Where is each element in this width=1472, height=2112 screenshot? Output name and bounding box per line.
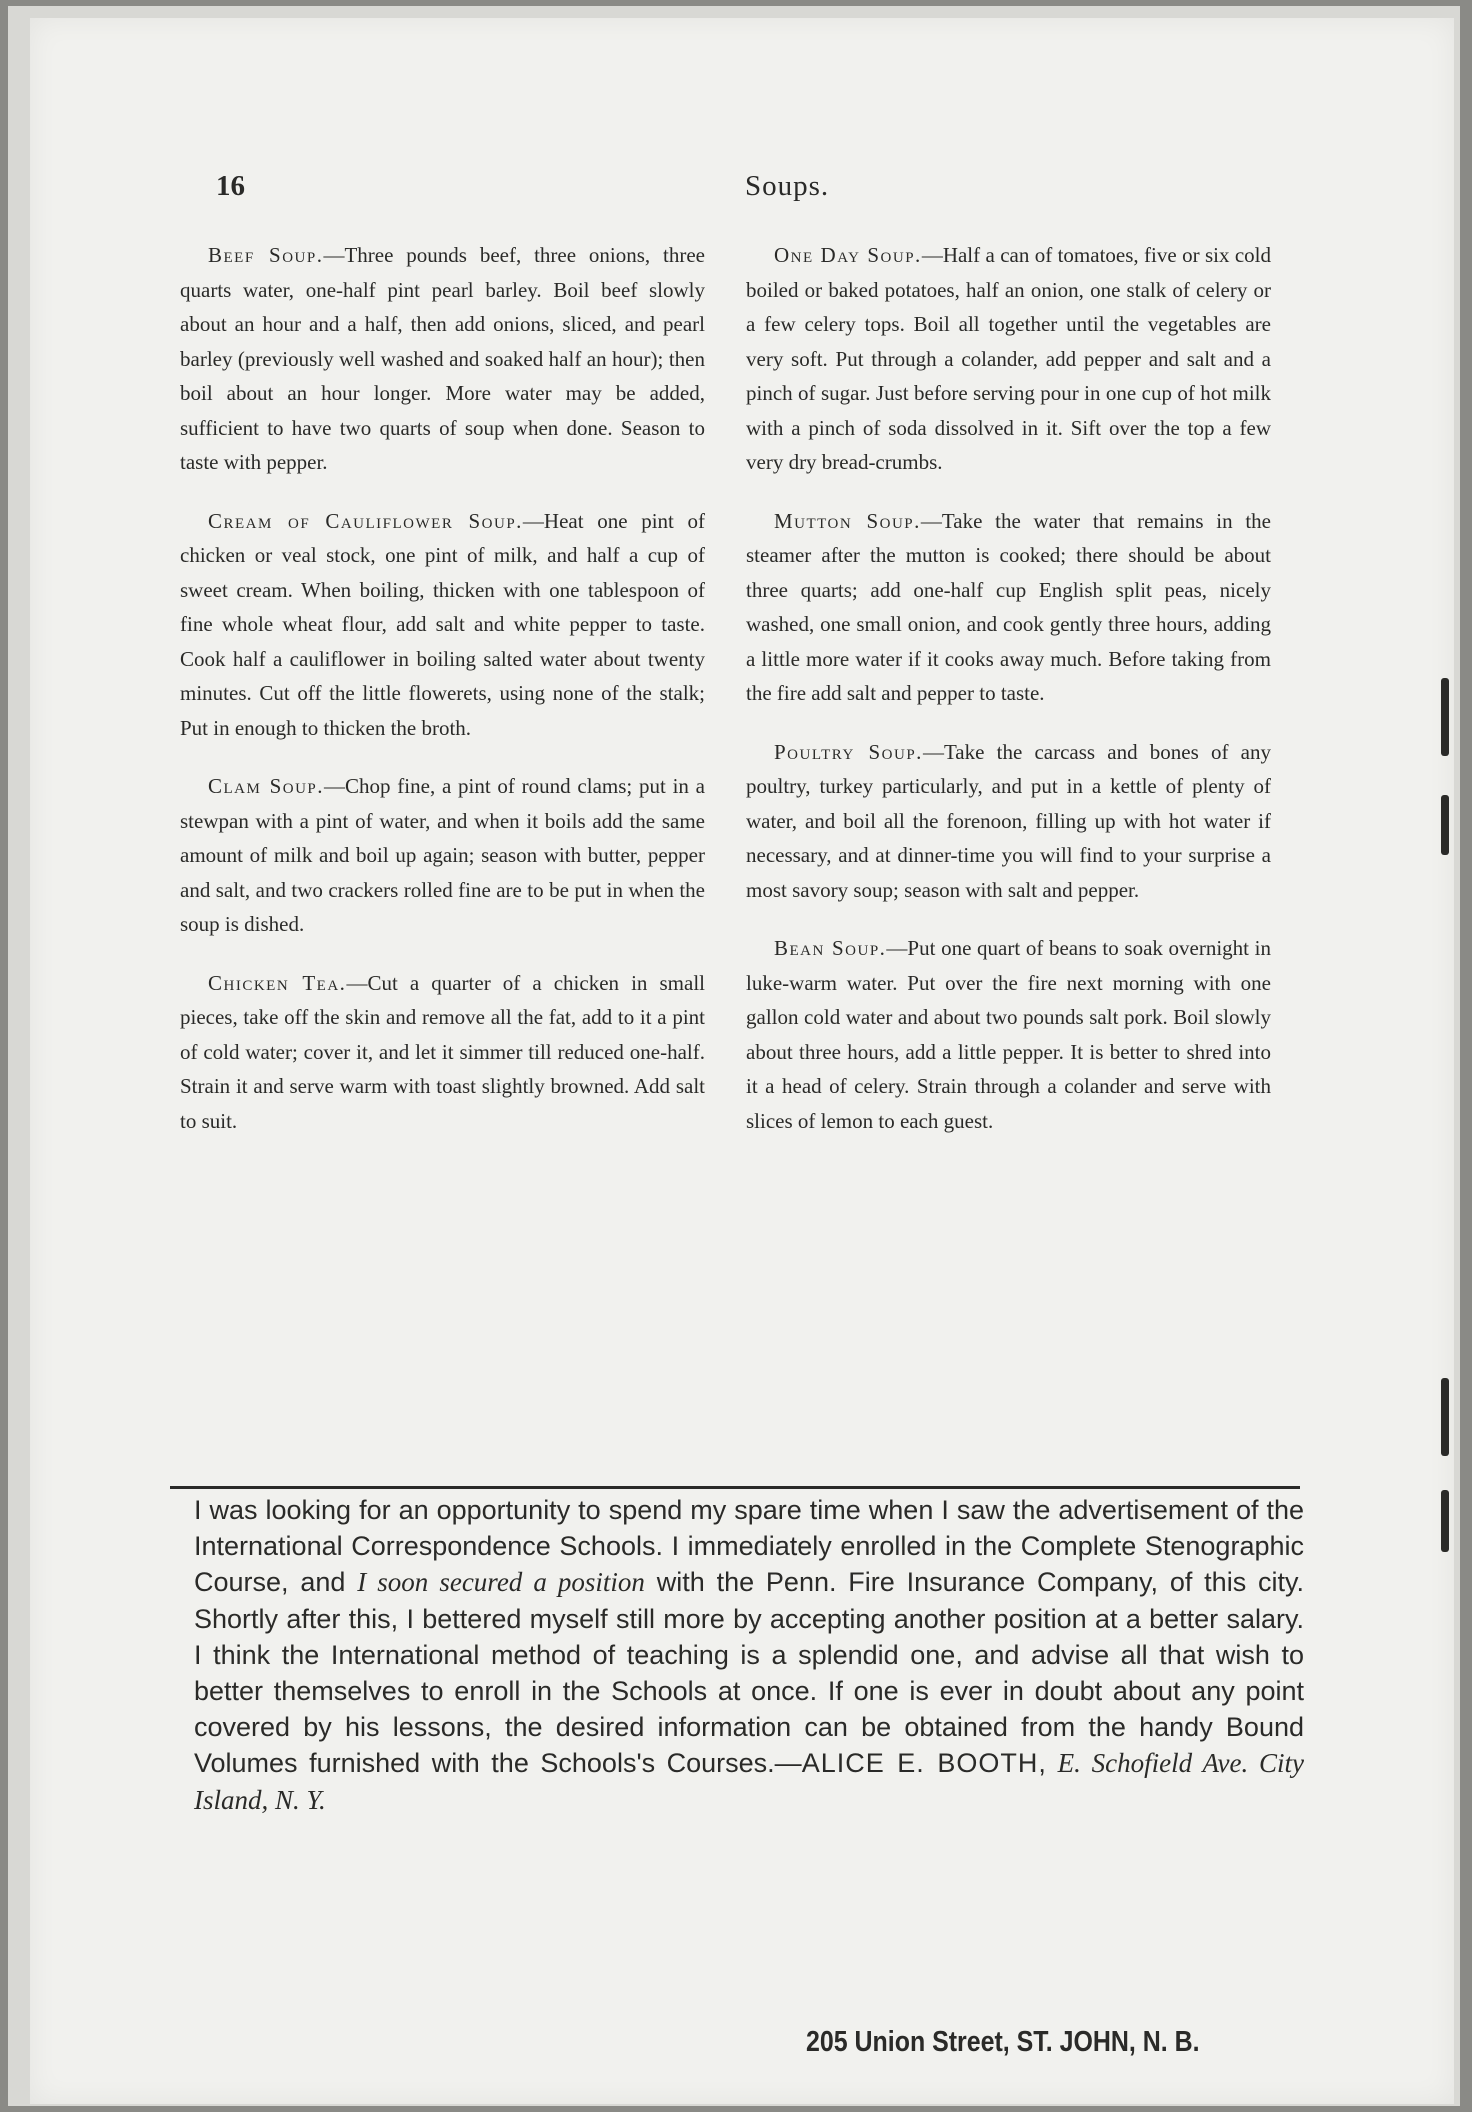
recipe-text: —Cut a quarter of a chicken in small pieces, take off the skin and remove all the fat, add to it a pint of cold water; cover it, and let it simmer till reduced one-half. Strain it and serve warm with toast slightly browned. Add salt to suit. xyxy=(180,970,705,1133)
running-head: Soups. xyxy=(745,170,830,202)
recipe-one-day-soup xyxy=(746,238,1271,480)
recipe-mutton-soup xyxy=(746,504,1271,711)
recipe-clam-soup xyxy=(180,769,705,942)
page-edge-mark xyxy=(1441,678,1449,756)
testimonial-text: I was looking for an opportunity to spend my spare time when I saw the advertisement of the International Correspondence Schools. I immediately enrolled in the Complete Stenographic Course, and xyxy=(194,1495,1304,1598)
recipe-title: Beef Soup. xyxy=(208,243,324,267)
recipe-title: One Day Soup. xyxy=(774,243,922,267)
recipe-beef-soup xyxy=(180,238,705,480)
testimonial-signature: ALICE E. BOOTH, xyxy=(801,1748,1047,1779)
recipe-title: Clam Soup. xyxy=(208,774,325,798)
recipe-title: Mutton Soup. xyxy=(774,508,921,533)
page-number: 16 xyxy=(216,170,245,202)
recipe-bean-soup xyxy=(746,931,1271,1138)
testimonial-emphasis: I soon secured a position xyxy=(357,1567,645,1598)
testimonial-signature-address: E. Schofield Ave. City Island, N. Y. xyxy=(194,1748,1304,1815)
recipe-poultry-soup xyxy=(746,735,1271,908)
page-edge-mark xyxy=(1441,795,1449,855)
recipe-text: —Chop fine, a pint of round clams; put in a stewpan with a pint of water, and when it boils add the same amount of milk and boil up again; season with butter, pepper and salt, and two crackers rolled fine are to be put in when the soup is dished. xyxy=(180,774,705,936)
page-edge-mark xyxy=(1441,1378,1449,1456)
right-column xyxy=(746,238,1271,1162)
testimonial-advertisement xyxy=(194,1492,1304,1818)
recipe-title: Poultry Soup. xyxy=(774,739,923,764)
left-column xyxy=(180,238,705,1162)
recipe-text: —Put one quart of beans to soak overnight in luke-warm water. Put over the fire next morning with one gallon cold water and about two pounds salt pork. Boil slowly about three hours, add a little pepper. It is better to shred into it a head of celery. Strain through a colander and serve with slices of lemon to each guest. xyxy=(746,936,1271,1133)
recipe-text: —Three pounds beef, three onions, three quarts water, one-half pint pearl barley. Boil beef slowly about an hour and a half, then add onions, sliced, and pearl barley (previously well washed and soaked half an hour); then boil about an hour longer. More water may be added, sufficient to have two quarts of soup when done. Season to taste with pepper. xyxy=(180,243,705,474)
recipe-chicken-tea xyxy=(180,966,705,1139)
recipe-text: —Take the carcass and bones of any poultry, turkey particularly, and put in a kettle of plenty of water, and boil all the forenoon, filling up with hot water if necessary, and at dinner-time you will find to your surprise a most savory soup; season with salt and pepper. xyxy=(746,739,1271,902)
recipe-title: Cream of Cauliflower Soup. xyxy=(208,508,523,533)
footer-address: 205 Union Street, ST. JOHN, N. B. xyxy=(806,2026,1200,2058)
divider-rule xyxy=(170,1486,1300,1489)
testimonial-text-continued: with the Penn. Fire Insurance Company, of this city. Shortly after this, I bettered myself still more by accepting another position at a better salary. I think the International method of teaching is a splendid one, and advise all that wish to better themselves to enroll in the Schools at once. If one is ever in doubt about any point covered by his lessons, the desired information can be obtained from the handy Bound Volumes furnished with the Schools's Courses.— xyxy=(194,1567,1304,1779)
recipe-text: —Half a can of tomatoes, five or six cold boiled or baked potatoes, half an onion, one stalk of celery or a few celery tops. Boil all together until the vegetables are very soft. Put through a colander, add pepper and salt and a pinch of sugar. Just before serving pour in one cup of hot milk with a pinch of soda dissolved in it. Sift over the top a few very dry bread-crumbs. xyxy=(746,243,1271,474)
page-edge-mark xyxy=(1441,1490,1449,1552)
recipe-cream-of-cauliflower-soup xyxy=(180,504,705,746)
recipe-title: Bean Soup. xyxy=(774,936,887,960)
recipe-text: —Heat one pint of chicken or veal stock, one pint of milk, and half a cup of sweet cream. When boiling, thicken with one tablespoon of fine whole wheat flour, add salt and white pepper to taste. Cook half a cauliflower in boiling salted water about twenty minutes. Cut off the little flowerets, using none of the stalk; Put in enough to thicken the broth. xyxy=(180,508,706,740)
recipe-text: —Take the water that remains in the steamer after the mutton is cooked; there should be about three quarts; add one-half cup English split peas, nicely washed, one small onion, and cook gently three hours, adding a little more water if it cooks away much. Before taking from the fire add salt and pepper to taste. xyxy=(746,508,1271,705)
recipe-title: Chicken Tea. xyxy=(208,970,347,995)
